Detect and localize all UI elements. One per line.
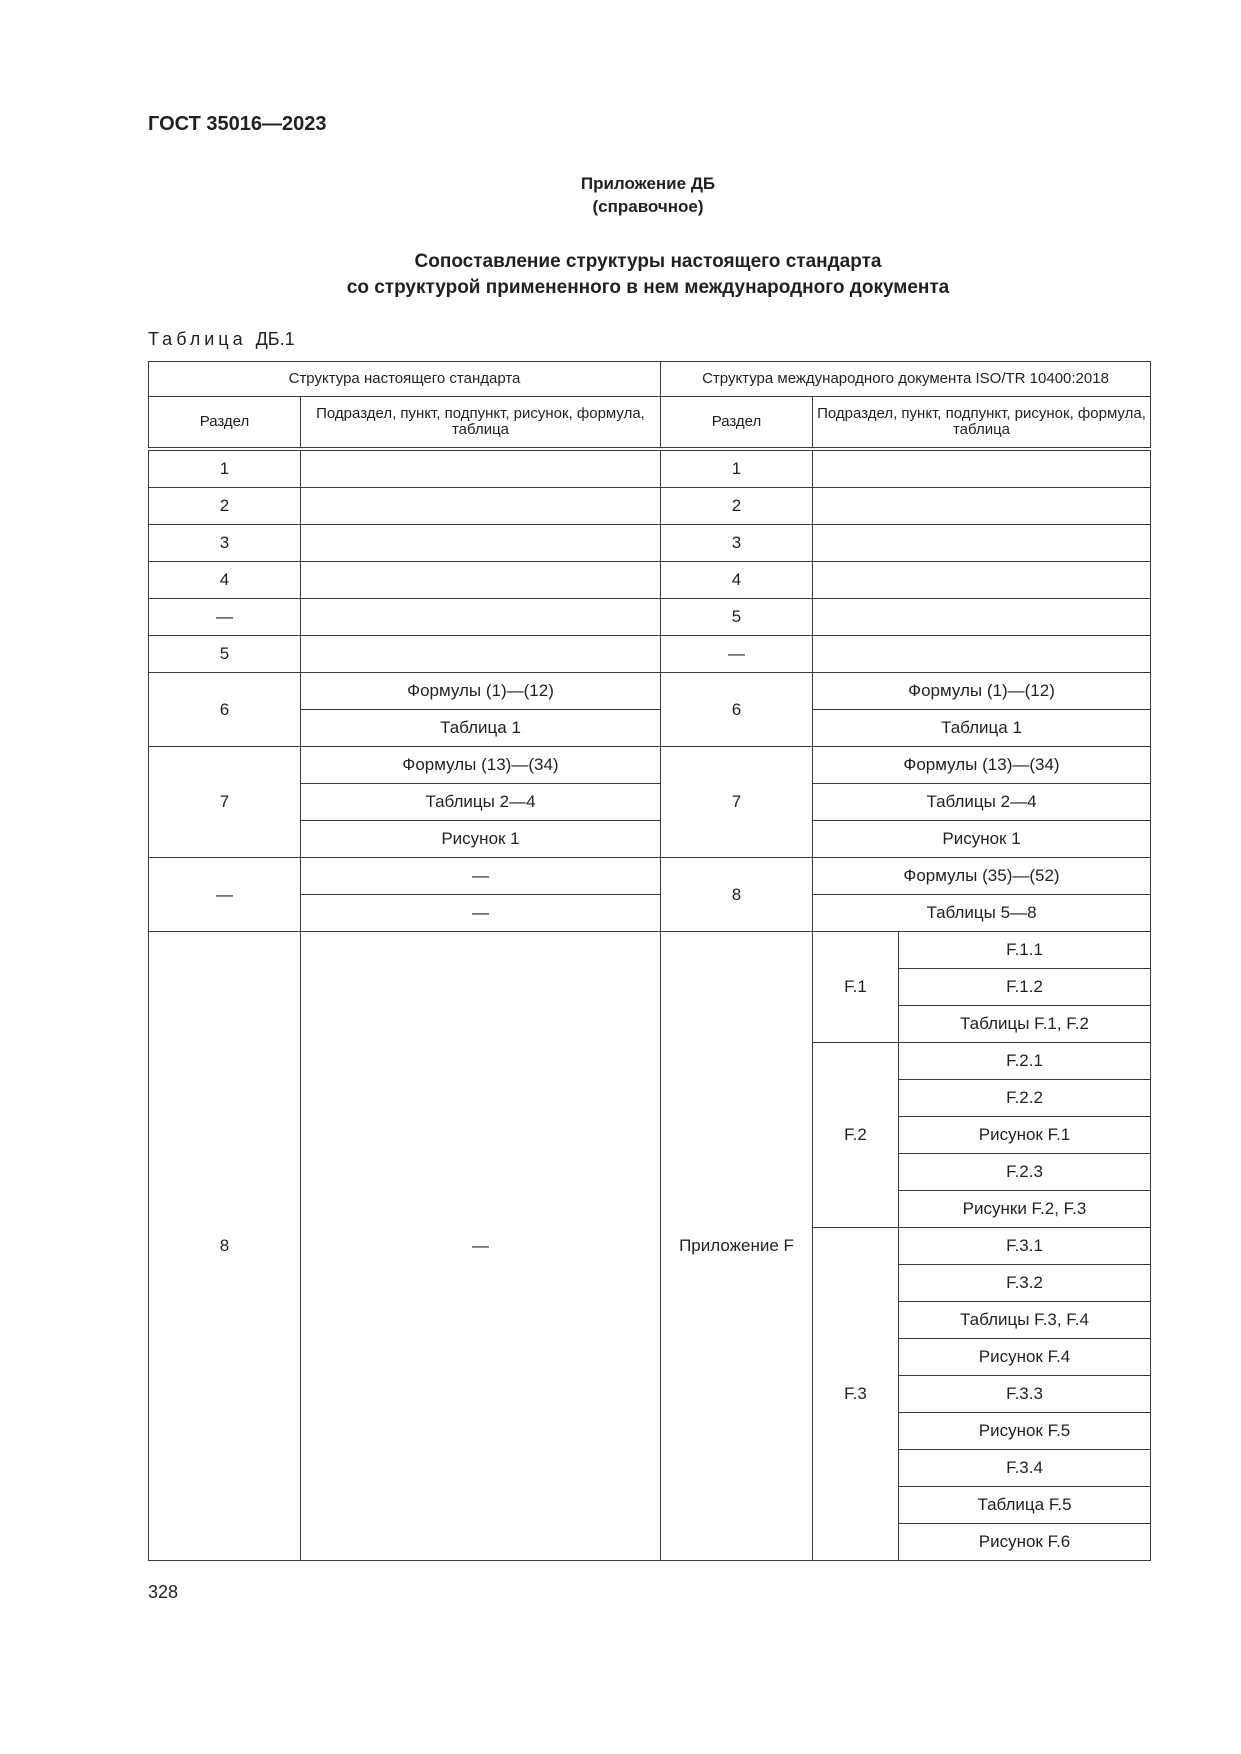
right-section-cell: 7 bbox=[661, 747, 813, 858]
left-section-cell: 8 bbox=[149, 932, 301, 1561]
left-sub-cell: — bbox=[301, 858, 661, 895]
table-row bbox=[149, 562, 1151, 599]
left-sub-cell bbox=[301, 488, 661, 525]
comparison-table bbox=[148, 361, 1151, 1561]
annex-item-cell: F.1.1 bbox=[899, 932, 1151, 969]
right-sub-cell bbox=[813, 449, 1151, 488]
right-sub-cell: Формулы (35)—(52) bbox=[813, 858, 1151, 895]
annex-item-cell: F.3.2 bbox=[899, 1265, 1151, 1302]
header-subsection-left: Подраздел, пункт, подпункт, рисунок, формула, таблица bbox=[301, 397, 661, 450]
right-section-cell: Приложение F bbox=[661, 932, 813, 1561]
header-section-right: Раздел bbox=[661, 397, 813, 450]
table-row bbox=[149, 599, 1151, 636]
standard-header: ГОСТ 35016—2023 bbox=[148, 113, 327, 135]
left-sub-cell bbox=[301, 449, 661, 488]
left-sub-cell: Формулы (1)—(12) bbox=[301, 673, 661, 710]
document-title-line1: Сопоставление структуры настоящего стандарта bbox=[414, 251, 882, 272]
header-section-left: Раздел bbox=[149, 397, 301, 450]
annex-status: (справочное) bbox=[592, 197, 704, 216]
header-standard-structure: Структура настоящего стандарта bbox=[149, 362, 661, 397]
table-row bbox=[149, 673, 1151, 710]
header-international-structure: Структура международного документа ISO/TR 10400:2018 bbox=[661, 362, 1151, 397]
right-section-cell: 4 bbox=[661, 562, 813, 599]
left-section-cell: 5 bbox=[149, 636, 301, 673]
table-label-word: Таблица bbox=[148, 329, 247, 349]
annex-item-cell: Таблицы F.3, F.4 bbox=[899, 1302, 1151, 1339]
left-section-cell: — bbox=[149, 858, 301, 932]
annex-subsection-cell: F.2 bbox=[813, 1043, 899, 1228]
left-section-cell: 2 bbox=[149, 488, 301, 525]
annex-item-cell: Рисунок F.1 bbox=[899, 1117, 1151, 1154]
left-section-cell: 1 bbox=[149, 449, 301, 488]
annex-item-cell: Рисунок F.4 bbox=[899, 1339, 1151, 1376]
right-section-cell: 3 bbox=[661, 525, 813, 562]
header-subsection-right: Подраздел, пункт, подпункт, рисунок, формула, таблица bbox=[813, 397, 1151, 450]
left-sub-cell: Таблица 1 bbox=[301, 710, 661, 747]
right-sub-cell: Формулы (13)—(34) bbox=[813, 747, 1151, 784]
annex-subsection-cell: F.1 bbox=[813, 932, 899, 1043]
document-title-line2: со структурой примененного в нем международного документа bbox=[346, 277, 950, 298]
table-row bbox=[149, 858, 1151, 895]
right-sub-cell: Таблицы 5—8 bbox=[813, 895, 1151, 932]
table-row bbox=[149, 932, 1151, 969]
left-sub-cell bbox=[301, 599, 661, 636]
annex-item-cell: Таблица F.5 bbox=[899, 1487, 1151, 1524]
right-sub-cell bbox=[813, 525, 1151, 562]
left-sub-cell: — bbox=[301, 895, 661, 932]
left-sub-cell bbox=[301, 525, 661, 562]
table-subheader-row bbox=[149, 397, 1151, 450]
right-sub-cell bbox=[813, 562, 1151, 599]
annex-item-cell: F.2.3 bbox=[899, 1154, 1151, 1191]
right-sub-cell: Рисунок 1 bbox=[813, 821, 1151, 858]
right-section-cell: 6 bbox=[661, 673, 813, 747]
annex-item-cell: Рисунки F.2, F.3 bbox=[899, 1191, 1151, 1228]
right-sub-cell: Таблица 1 bbox=[813, 710, 1151, 747]
table-row bbox=[149, 636, 1151, 673]
right-section-cell: 1 bbox=[661, 449, 813, 488]
right-section-cell: 2 bbox=[661, 488, 813, 525]
annex-item-cell: F.3.1 bbox=[899, 1228, 1151, 1265]
annex-item-cell: F.3.3 bbox=[899, 1376, 1151, 1413]
left-sub-cell: Рисунок 1 bbox=[301, 821, 661, 858]
table-header-row bbox=[149, 362, 1151, 397]
right-section-cell: 5 bbox=[661, 599, 813, 636]
table-row bbox=[149, 488, 1151, 525]
annex-subsection-cell: F.3 bbox=[813, 1228, 899, 1561]
left-sub-cell bbox=[301, 562, 661, 599]
left-section-cell: — bbox=[149, 599, 301, 636]
left-section-cell: 4 bbox=[149, 562, 301, 599]
table-label bbox=[148, 329, 295, 350]
left-section-cell: 6 bbox=[149, 673, 301, 747]
left-sub-cell: Таблицы 2—4 bbox=[301, 784, 661, 821]
right-sub-cell: Формулы (1)—(12) bbox=[813, 673, 1151, 710]
left-section-cell: 7 bbox=[149, 747, 301, 858]
right-sub-cell bbox=[813, 599, 1151, 636]
table-row bbox=[149, 449, 1151, 488]
annex-item-cell: F.2.1 bbox=[899, 1043, 1151, 1080]
annex-item-cell: Рисунок F.5 bbox=[899, 1413, 1151, 1450]
table-row bbox=[149, 525, 1151, 562]
annex-title: Приложение ДБ bbox=[580, 174, 716, 193]
right-section-cell: 8 bbox=[661, 858, 813, 932]
page-number: 328 bbox=[148, 1582, 179, 1602]
annex-item-cell: Таблицы F.1, F.2 bbox=[899, 1006, 1151, 1043]
table-row bbox=[149, 747, 1151, 784]
right-sub-cell bbox=[813, 488, 1151, 525]
annex-item-cell: F.3.4 bbox=[899, 1450, 1151, 1487]
annex-item-cell: Рисунок F.6 bbox=[899, 1524, 1151, 1561]
right-sub-cell: Таблицы 2—4 bbox=[813, 784, 1151, 821]
table-label-number: ДБ.1 bbox=[255, 329, 295, 349]
left-sub-cell bbox=[301, 636, 661, 673]
left-sub-cell: Формулы (13)—(34) bbox=[301, 747, 661, 784]
left-sub-cell: — bbox=[301, 932, 661, 1561]
left-section-cell: 3 bbox=[149, 525, 301, 562]
right-section-cell: — bbox=[661, 636, 813, 673]
annex-item-cell: F.1.2 bbox=[899, 969, 1151, 1006]
right-sub-cell bbox=[813, 636, 1151, 673]
annex-item-cell: F.2.2 bbox=[899, 1080, 1151, 1117]
